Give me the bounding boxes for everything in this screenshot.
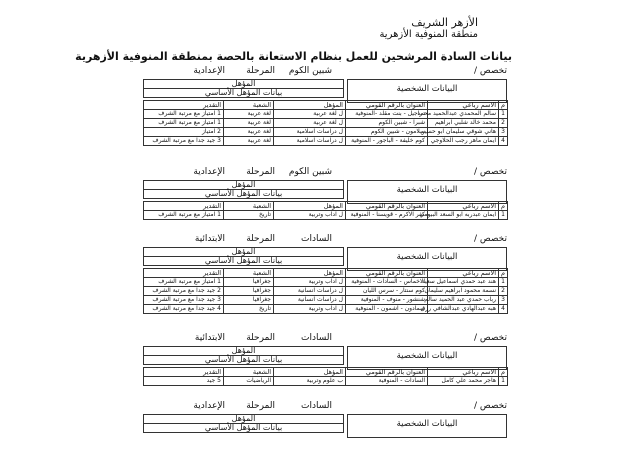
row-grade: 5 جيد xyxy=(144,377,224,386)
row-name: سالم المحمدي عبدالحميد محمد xyxy=(428,110,499,119)
table-row xyxy=(144,305,508,314)
table-row xyxy=(144,110,508,119)
table-row xyxy=(144,128,508,137)
qualification-box xyxy=(143,414,344,433)
row-qual: ل اداب وتربية xyxy=(274,305,346,314)
col-name: الاسم رباعي xyxy=(428,269,499,278)
personal-data-box xyxy=(347,414,507,438)
row-name: رباب حمدي عبد الحميد سالم xyxy=(428,296,499,305)
table-row xyxy=(144,137,508,146)
row-grade: 1 امتياز مع مرتبة الشرف xyxy=(144,211,224,220)
row-division: جغرافيا xyxy=(224,278,274,287)
section-header xyxy=(143,66,507,80)
col-address: العنوان بالرقم القومي xyxy=(346,368,428,377)
row-qual: ل دراسات اسلامية xyxy=(274,128,346,137)
row-num: 1 xyxy=(499,377,508,386)
row-address: الاخماس - السادات - المنوفية xyxy=(346,278,428,287)
row-division: لغة عربية xyxy=(224,137,274,146)
col-qual: المؤهل xyxy=(274,269,346,278)
row-num: 1 xyxy=(499,211,508,220)
row-address: السادات - المنوفية xyxy=(346,377,428,386)
col-num: م xyxy=(499,202,508,211)
candidates-table xyxy=(143,100,508,146)
row-name: نسمة محمود ابراهيم سليمان xyxy=(428,287,499,296)
table-row xyxy=(144,287,508,296)
col-division: الشعبة xyxy=(224,269,274,278)
col-num: م xyxy=(499,368,508,377)
personal-data-label: البيانات الشخصية xyxy=(396,419,458,429)
col-grade: التقدير xyxy=(144,368,224,377)
row-name: هاجر محمد علي كامل xyxy=(428,377,499,386)
section-header xyxy=(143,167,507,181)
row-grade: 1 امتياز مع مرتبة الشرف xyxy=(144,110,224,119)
qualification-label: المؤهل xyxy=(144,248,343,257)
row-name: ايمان عبدربه ابو السعد البيومي xyxy=(428,211,499,220)
row-address: سلامون - شبين الكوم xyxy=(346,128,428,137)
row-division: لغة عربية xyxy=(224,110,274,119)
stage-value: الإعدادية xyxy=(193,167,225,177)
col-grade: التقدير xyxy=(144,269,224,278)
col-name: الاسم رباعي xyxy=(428,101,499,110)
qualification-label: المؤهل xyxy=(144,181,343,190)
row-division: تاريخ xyxy=(224,211,274,220)
table-header-row xyxy=(144,101,508,110)
stage-value: الابتدائية xyxy=(194,234,225,244)
row-address: سمادون - اشمون - المنوفية xyxy=(346,305,428,314)
col-name: الاسم رباعي xyxy=(428,202,499,211)
header-line-1: الأزهر الشريف xyxy=(411,16,478,29)
basic-qualification-label: بيانات المؤهل الأساسي xyxy=(204,189,283,198)
row-address: شنشور - منوف - المنوفية xyxy=(346,296,428,305)
row-num: 2 xyxy=(499,119,508,128)
table-header-row xyxy=(144,368,508,377)
document-title: بيانات السادة المرشحين للعمل بنظام الاستعانة بالحصة بمنطقة المنوفية الأزهرية xyxy=(75,50,512,63)
specialization-label: تخصص / xyxy=(473,333,507,343)
qualification-box xyxy=(143,346,344,365)
row-qual: ل دراسات انسانية xyxy=(274,287,346,296)
row-grade: 4 جيد جدا مع مرتبة الشرف xyxy=(144,305,224,314)
col-address: العنوان بالرقم القومي xyxy=(346,269,428,278)
row-address: شبرا - شبين الكوم xyxy=(346,119,428,128)
row-address: دراجيل - بنت مقلد -المنوفية xyxy=(346,110,428,119)
candidates-table xyxy=(143,268,508,314)
row-address: كوم خليفة - الباجور - المنوفية xyxy=(346,137,428,146)
qualification-box xyxy=(143,79,344,98)
basic-qualification-label: بيانات المؤهل الأساسي xyxy=(204,256,283,265)
section-header xyxy=(143,401,507,415)
document-header xyxy=(379,17,478,41)
col-num: م xyxy=(499,101,508,110)
row-qual: ل اداب وتربية xyxy=(274,278,346,287)
row-division: الرياضيات xyxy=(224,377,274,386)
candidates-table xyxy=(143,367,508,386)
qualification-label: المؤهل xyxy=(144,347,343,356)
row-grade: 3 جيد جدا مع مرتبة الشرف xyxy=(144,137,224,146)
qualification-box xyxy=(143,180,344,199)
qualification-label: المؤهل xyxy=(144,415,343,424)
specialization-label: تخصص / xyxy=(473,234,507,244)
stage-label: المرحلة xyxy=(246,333,275,343)
stage-value: الإعدادية xyxy=(193,66,225,76)
col-grade: التقدير xyxy=(144,101,224,110)
school-name: السادات xyxy=(301,333,332,343)
row-num: 4 xyxy=(499,137,508,146)
col-division: الشعبة xyxy=(224,101,274,110)
row-name: محمد خالد شلبي ابراهيم xyxy=(428,119,499,128)
stage-label: المرحلة xyxy=(246,401,275,411)
stage-value: الإعدادية xyxy=(193,401,225,411)
row-qual: ل لغة عربية xyxy=(274,110,346,119)
row-num: 1 xyxy=(499,278,508,287)
row-address: كفر الاكرم - قويسنا - المنوفية xyxy=(346,211,428,220)
table-row xyxy=(144,377,508,386)
personal-data-label: البيانات الشخصية xyxy=(396,84,458,94)
specialization-label: تخصص / xyxy=(473,167,507,177)
row-name: هبه عبدالهادي عبدالشافي رزق xyxy=(428,305,499,314)
row-qual: ل دراسات اسلامية xyxy=(274,137,346,146)
col-qual: المؤهل xyxy=(274,368,346,377)
stage-label: المرحلة xyxy=(246,167,275,177)
section-header xyxy=(143,333,507,347)
row-name: هند عبد حمدي اسماعيل سعيد xyxy=(428,278,499,287)
row-address: كوم سنتار - سرس الليان xyxy=(346,287,428,296)
col-division: الشعبة xyxy=(224,202,274,211)
personal-data-label: البيانات الشخصية xyxy=(396,252,458,262)
specialization-label: تخصص / xyxy=(473,66,507,76)
basic-qualification-label: بيانات المؤهل الأساسي xyxy=(204,88,283,97)
row-num: 4 xyxy=(499,305,508,314)
basic-qualification-label: بيانات المؤهل الأساسي xyxy=(204,423,283,432)
row-qual: ل لغة عربية xyxy=(274,119,346,128)
row-grade: 2 جيد جدا مع مرتبة الشرف xyxy=(144,287,224,296)
table-header-row xyxy=(144,202,508,211)
row-name: ايمان ماهر رجب الحلاوجي xyxy=(428,137,499,146)
table-row xyxy=(144,211,508,220)
row-grade: 1 امتياز مع مرتبة الشرف xyxy=(144,278,224,287)
row-num: 3 xyxy=(499,296,508,305)
row-num: 2 xyxy=(499,287,508,296)
stage-value: الابتدائية xyxy=(194,333,225,343)
row-qual: ل دراسات انسانية xyxy=(274,296,346,305)
col-qual: المؤهل xyxy=(274,101,346,110)
col-qual: المؤهل xyxy=(274,202,346,211)
row-grade: 1 امتياز مع مرتبة الشرف xyxy=(144,119,224,128)
stage-label: المرحلة xyxy=(246,234,275,244)
row-division: جغرافيا xyxy=(224,296,274,305)
col-address: العنوان بالرقم القومي xyxy=(346,202,428,211)
school-name: السادات xyxy=(301,401,332,411)
school-name: السادات xyxy=(301,234,332,244)
qualification-label: المؤهل xyxy=(144,80,343,89)
col-num: م xyxy=(499,269,508,278)
col-grade: التقدير xyxy=(144,202,224,211)
stage-label: المرحلة xyxy=(246,66,275,76)
row-num: 1 xyxy=(499,110,508,119)
table-header-row xyxy=(144,269,508,278)
row-division: تاريخ xyxy=(224,305,274,314)
row-num: 3 xyxy=(499,128,508,137)
table-row xyxy=(144,119,508,128)
table-row xyxy=(144,296,508,305)
row-qual: ب علوم وتربية xyxy=(274,377,346,386)
row-name: هاني شوقي سليمان ابو حسين xyxy=(428,128,499,137)
school-name: شبين الكوم xyxy=(288,167,332,177)
col-name: الاسم رباعي xyxy=(428,368,499,377)
school-name: شبين الكوم xyxy=(288,66,332,76)
table-row xyxy=(144,278,508,287)
basic-qualification-label: بيانات المؤهل الأساسي xyxy=(204,355,283,364)
candidates-table xyxy=(143,201,508,220)
row-grade: 2 امتياز xyxy=(144,128,224,137)
col-address: العنوان بالرقم القومي xyxy=(346,101,428,110)
col-division: الشعبة xyxy=(224,368,274,377)
qualification-box xyxy=(143,247,344,266)
personal-data-label: البيانات الشخصية xyxy=(396,351,458,361)
personal-data-label: البيانات الشخصية xyxy=(396,185,458,195)
section-header xyxy=(143,234,507,248)
row-division: جغرافيا xyxy=(224,287,274,296)
row-division: لغة عربية xyxy=(224,119,274,128)
row-division: لغة عربية xyxy=(224,128,274,137)
row-grade: 3 جيد جدا مع مرتبة الشرف xyxy=(144,296,224,305)
specialization-label: تخصص / xyxy=(473,401,507,411)
header-line-2: منطقة المنوفية الأزهرية xyxy=(379,29,478,40)
row-qual: ل اداب وتربية xyxy=(274,211,346,220)
